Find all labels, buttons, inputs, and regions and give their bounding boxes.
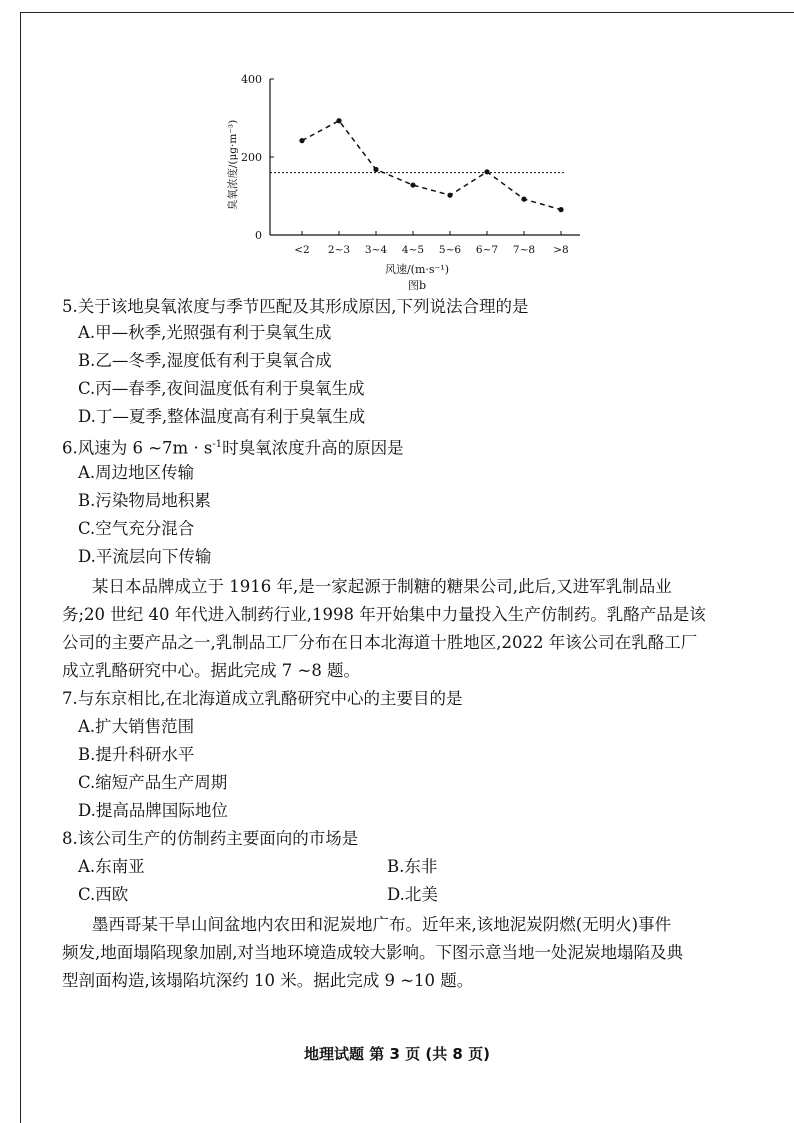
question-6-stem-pre: 6.风速为 6 ~7m · s xyxy=(62,438,213,458)
question-6-option-d: D.平流层向下传输 xyxy=(78,547,212,566)
data-point xyxy=(558,207,563,212)
x-axis-label: 风速/(m·s⁻¹) xyxy=(384,263,450,276)
question-5-option-d: D.丁—夏季,整体温度高有利于臭氧生成 xyxy=(78,407,366,426)
x-tick-label: 6~7 xyxy=(475,244,499,256)
x-tick-label: 2~3 xyxy=(327,244,351,256)
page-footer: 地理试题 第 3 页 (共 8 页) xyxy=(304,1045,490,1063)
question-6-stem-sup: -1 xyxy=(212,439,223,450)
question-7-option-a: A.扩大销售范围 xyxy=(78,717,195,736)
passage-2-line-3: 型剖面构造,该塌陷坑深约 10 米。据此完成 9 ~10 题。 xyxy=(62,971,474,990)
question-6-stem xyxy=(62,434,404,460)
question-8-stem: 8.该公司生产的仿制药主要面向的市场是 xyxy=(62,829,359,848)
data-point xyxy=(336,118,341,123)
data-point xyxy=(484,169,489,174)
passage-2-line-1: 墨西哥某干旱山间盆地内农田和泥炭地广布。近年来,该地泥炭阴燃(无明火)事件 xyxy=(92,915,672,934)
question-8-option-c: C.西欧 xyxy=(78,885,129,904)
data-point xyxy=(410,182,415,187)
x-tick-label: 4~5 xyxy=(401,244,425,256)
question-5-option-b: B.乙—冬季,湿度低有利于臭氧合成 xyxy=(78,351,332,370)
ozone-wind-chart xyxy=(200,62,600,317)
series-line xyxy=(302,121,561,210)
question-5-stem: 5.关于该地臭氧浓度与季节匹配及其形成原因,下列说法合理的是 xyxy=(62,297,529,316)
question-8-option-d: D.北美 xyxy=(387,885,438,904)
data-point xyxy=(299,138,304,143)
question-6-option-a: A.周边地区传输 xyxy=(78,463,195,482)
question-8-option-a: A.东南亚 xyxy=(78,857,145,876)
question-6-stem-post: 时臭氧浓度升高的原因是 xyxy=(222,438,404,458)
question-7-option-b: B.提升科研水平 xyxy=(78,745,195,764)
x-tick-label: <2 xyxy=(294,244,310,256)
passage-1-line-2: 务;20 世纪 40 年代进入制药行业,1998 年开始集中力量投入生产仿制药。乳酪产品是该 xyxy=(62,605,706,624)
question-8-option-b: B.东非 xyxy=(387,857,438,876)
chart-caption: 图b xyxy=(407,279,427,292)
y-axis-label: 臭氧浓度/(μg·m⁻³) xyxy=(227,119,239,211)
passage-1-line-1: 某日本品牌成立于 1916 年,是一家起源于制糖的糖果公司,此后,又进军乳制品业 xyxy=(92,577,672,596)
question-6-option-b: B.污染物局地积累 xyxy=(78,491,211,510)
page-left-border xyxy=(20,12,21,1123)
question-6-option-c: C.空气充分混合 xyxy=(78,519,195,538)
y-tick-label: 0 xyxy=(255,229,262,242)
data-point xyxy=(521,197,526,202)
x-tick-label: 5~6 xyxy=(438,244,462,256)
x-tick-label: >8 xyxy=(553,244,569,256)
question-7-option-c: C.缩短产品生产周期 xyxy=(78,773,228,792)
passage-1-line-3: 公司的主要产品之一,乳制品工厂分布在日本北海道十胜地区,2022 年该公司在乳酪工厂 xyxy=(62,633,698,652)
y-tick-label: 400 xyxy=(241,73,262,86)
question-5-option-c: C.丙—春季,夜间温度低有利于臭氧生成 xyxy=(78,379,365,398)
passage-2-line-2: 频发,地面塌陷现象加剧,对当地环境造成较大影响。下图示意当地一处泥炭地塌陷及典 xyxy=(62,943,683,962)
page-top-border xyxy=(20,12,794,13)
x-tick-label: 7~8 xyxy=(512,244,536,256)
passage-1-line-4: 成立乳酪研究中心。据此完成 7 ~8 题。 xyxy=(62,661,361,680)
data-point xyxy=(447,193,452,198)
y-tick-label: 200 xyxy=(241,151,262,164)
data-point xyxy=(373,167,378,172)
question-7-option-d: D.提高品牌国际地位 xyxy=(78,801,228,820)
question-5-option-a: A.甲—秋季,光照强有利于臭氧生成 xyxy=(78,323,332,342)
x-tick-label: 3~4 xyxy=(364,244,388,256)
question-7-stem: 7.与东京相比,在北海道成立乳酪研究中心的主要目的是 xyxy=(62,689,463,708)
